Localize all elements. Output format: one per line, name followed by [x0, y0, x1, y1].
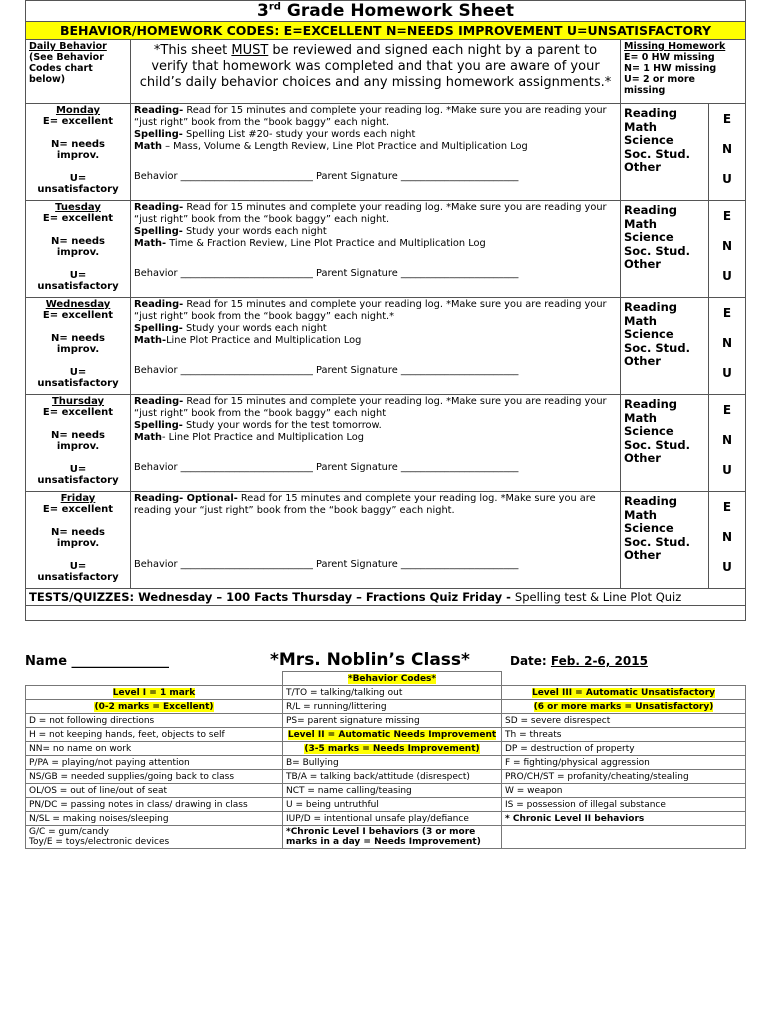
codes-cell: IS = possession of illegal substance [502, 798, 746, 812]
codes-cell: DP = destruction of property [502, 742, 746, 756]
codes-cell: TB/A = talking back/attitude (disrespect) [283, 770, 502, 784]
codes-row [26, 686, 746, 700]
codes-cell: T/TO = talking/talking out [283, 686, 502, 700]
codes-row [26, 714, 746, 728]
day-behavior-cell: Wednesday E= excellent N= needs improv. U= unsatisfactory [26, 298, 131, 395]
enu-cell: E N U [709, 298, 746, 395]
homework-tasks-cell: Reading- Read for 15 minutes and complete your reading log. *Make sure you are reading your “just right” book from the “book baggy” each night.* Spelling- Study your words each night Math-Line Plot Practice and Multiplication Log Behavior ___________________________ Parent Signature ________________________ [131, 298, 621, 395]
codes-cell: SD = severe disrespect [502, 714, 746, 728]
day-name: Monday [55, 105, 101, 116]
subjects-cell: Reading Math Science Soc. Stud. Other [621, 298, 709, 395]
codes-cell: H = not keeping hands, feet, objects to self [26, 728, 283, 742]
codes-cell: P/PA = playing/not paying attention [26, 756, 283, 770]
codes-cell: PS= parent signature missing [283, 714, 502, 728]
signature-line[interactable]: Behavior ___________________________ Parent Signature ________________________ [134, 559, 519, 570]
codes-cell: (0-2 marks = Excellent) [26, 700, 283, 714]
codes-row [26, 728, 746, 742]
homework-table [25, 0, 746, 621]
codes-row [26, 798, 746, 812]
day-behavior-cell: Thursday E= excellent N= needs improv. U= unsatisfactory [26, 395, 131, 492]
codes-row [26, 770, 746, 784]
codes-row [26, 756, 746, 770]
codes-row [26, 812, 746, 826]
codes-cell: N/SL = making noises/sleeping [26, 812, 283, 826]
codes-cell: IUP/D = intentional unsafe play/defiance [283, 812, 502, 826]
codes-row [26, 784, 746, 798]
codes-cell: B= Bullying [283, 756, 502, 770]
subjects-cell: Reading Math Science Soc. Stud. Other [621, 395, 709, 492]
day-row [26, 492, 746, 589]
day-name: Wednesday [45, 299, 111, 310]
day-name: Thursday [51, 396, 105, 407]
name-field[interactable]: Name _______________ [25, 654, 170, 669]
day-row [26, 104, 746, 201]
daily-behavior-header: Daily Behavior (See Behavior Codes chart below) [26, 40, 131, 104]
codes-cell: F = fighting/physical aggression [502, 756, 746, 770]
date-label: Date: Feb. 2-6, 2015 [510, 654, 648, 668]
codes-cell: Level II = Automatic Needs Improvement [283, 728, 502, 742]
codes-cell: NCT = name calling/teasing [283, 784, 502, 798]
codes-cell: (3-5 marks = Needs Improvement) [283, 742, 502, 756]
subjects-cell: Reading Math Science Soc. Stud. Other [621, 201, 709, 298]
codes-cell: Level III = Automatic Unsatisfactory [502, 686, 746, 700]
codes-cell [502, 826, 746, 849]
codes-cell: NS/GB = needed supplies/going back to class [26, 770, 283, 784]
day-name: Friday [60, 493, 96, 504]
codes-cell: NN= no name on work [26, 742, 283, 756]
homework-tasks-cell: Reading- Read for 15 minutes and complete your reading log. *Make sure you are reading your “just right” book from the “book baggy” each night. Spelling- Study your words each night Math- Time & Fraction Review, Line Plot Practice and Multiplication Log Behavior ___________________________ Parent Signature ________________________ [131, 201, 621, 298]
behavior-codes-table [25, 671, 745, 849]
homework-sheet [25, 0, 745, 621]
codes-cell: OL/OS = out of line/out of seat [26, 784, 283, 798]
enu-cell: E N U [709, 104, 746, 201]
sheet-title: 3rd Grade Homework Sheet [26, 1, 746, 22]
enu-cell: E N U [709, 492, 746, 589]
homework-tasks-cell: Reading- Optional- Read for 15 minutes and complete your reading log. *Make sure you are reading your “just right” book from the “book baggy” each night. Behavior ___________________________ Parent Signature ________________________ [131, 492, 621, 589]
codes-cell: PRO/CH/ST = profanity/cheating/stealing [502, 770, 746, 784]
tests-quizzes-line: TESTS/QUIZZES: Wednesday – 100 Facts Thursday – Fractions Quiz Friday - Spelling test & Line Plot Quiz [26, 589, 746, 606]
codes-cell: R/L = running/littering [283, 700, 502, 714]
codes-row [26, 700, 746, 714]
codes-cell: D = not following directions [26, 714, 283, 728]
day-row [26, 201, 746, 298]
homework-tasks-cell: Reading- Read for 15 minutes and complete your reading log. *Make sure you are reading your “just right” book from the “book baggy” each night Spelling- Study your words for the test tomorrow. Math- Line Plot Practice and Multiplication Log Behavior ___________________________ Parent Signature ________________________ [131, 395, 621, 492]
codes-cell: Level I = 1 mark [26, 686, 283, 700]
name-row [25, 652, 745, 672]
day-row [26, 298, 746, 395]
class-title: *Mrs. Noblin’s Class* [270, 650, 470, 670]
behavior-codes-title: *Behavior Codes* [283, 672, 502, 686]
missing-homework-header: Missing Homework E= 0 HW missing N= 1 HW missing U= 2 or more missing [621, 40, 746, 104]
codes-cell: U = being untruthful [283, 798, 502, 812]
codes-cell: *Chronic Level I behaviors (3 or more marks in a day = Needs Improvement) [283, 826, 502, 849]
codes-line: BEHAVIOR/HOMEWORK CODES: E=EXCELLENT N=NEEDS IMPROVEMENT U=UNSATISFACTORY [26, 22, 746, 40]
blank-row [26, 606, 746, 621]
day-row [26, 395, 746, 492]
codes-cell: (6 or more marks = Unsatisfactory) [502, 700, 746, 714]
signature-line[interactable]: Behavior ___________________________ Parent Signature ________________________ [134, 268, 519, 279]
codes-cell: * Chronic Level II behaviors [502, 812, 746, 826]
codes-cell: W = weapon [502, 784, 746, 798]
day-behavior-cell: Tuesday E= excellent N= needs improv. U= unsatisfactory [26, 201, 131, 298]
codes-cell: Th = threats [502, 728, 746, 742]
enu-cell: E N U [709, 395, 746, 492]
signature-line[interactable]: Behavior ___________________________ Parent Signature ________________________ [134, 462, 519, 473]
codes-row [26, 742, 746, 756]
enu-cell: E N U [709, 201, 746, 298]
day-behavior-cell: Monday E= excellent N= needs improv. U= unsatisfactory [26, 104, 131, 201]
signature-line[interactable]: Behavior ___________________________ Parent Signature ________________________ [134, 171, 519, 182]
day-name: Tuesday [55, 202, 101, 213]
codes-cell: G/C = gum/candy Toy/E = toys/electronic devices [26, 826, 283, 849]
day-behavior-cell: Friday E= excellent N= needs improv. U= unsatisfactory [26, 492, 131, 589]
codes-cell: PN/DC = passing notes in class/ drawing in class [26, 798, 283, 812]
subjects-cell: Reading Math Science Soc. Stud. Other [621, 492, 709, 589]
instructions-text: *This sheet MUST be reviewed and signed each night by a parent to verify that homework was completed and that you are aware of your child’s daily behavior choices and any missing homework assignments.* [131, 40, 621, 104]
signature-line[interactable]: Behavior ___________________________ Parent Signature ________________________ [134, 365, 519, 376]
homework-tasks-cell: Reading- Read for 15 minutes and complete your reading log. *Make sure you are reading your “just right” book from the “book baggy” each night. Spelling- Spelling List #20- study your words each night Math – Mass, Volume & Length Review, Line Plot Practice and Multiplication Log Behavior ___________________________ Parent Signature ________________________ [131, 104, 621, 201]
subjects-cell: Reading Math Science Soc. Stud. Other [621, 104, 709, 201]
